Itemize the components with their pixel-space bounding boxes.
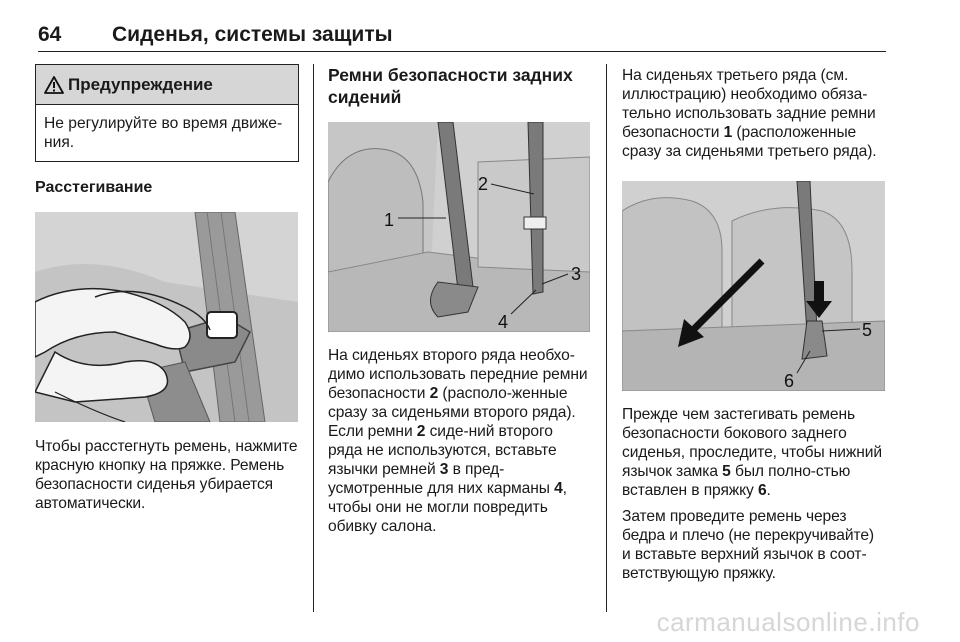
column-2 xyxy=(328,64,590,536)
figure-second-row-belts xyxy=(328,122,590,332)
ref-1: 1 xyxy=(723,124,733,141)
ref-3: 3 xyxy=(439,461,449,478)
column-divider xyxy=(606,64,607,612)
warning-box xyxy=(35,64,299,162)
ref-5: 5 xyxy=(722,463,731,480)
watermark: carmanualsonline.info xyxy=(656,607,920,637)
ref-2: 2 xyxy=(416,423,426,440)
callout-2: 2 xyxy=(478,174,489,194)
figure-third-row-belt xyxy=(622,181,885,391)
ref-4: 4 xyxy=(554,480,563,497)
warning-triangle-icon xyxy=(44,76,64,94)
ref-2: 2 xyxy=(429,385,439,402)
warning-title: Предупреждение xyxy=(68,74,213,94)
callout-5: 5 xyxy=(862,320,873,340)
column-3 xyxy=(622,64,886,583)
paragraph-unfastening: Чтобы расстегнуть ремень, нажмите красную кнопку на пряжке. Ремень безопасности сиденья убирается автоматически. xyxy=(35,438,298,512)
section-heading-rear-belts: Ремни безопасности задних сидений xyxy=(328,65,573,107)
section-heading-unfastening: Расстегивание xyxy=(35,179,153,196)
paragraph-second-row: На сиденьях второго ряда необхо-димо использовать передние ремни безопасности 2 (располо-женные сразу за сиденьями второго ряда). Если ремни 2 сиде-ний второго ряда не используются, вставьте язычки ремней 3 в пред-усмотренные для них карманы 4, чтобы они не могли повредить обивку салона. xyxy=(328,347,588,535)
ref-6: 6 xyxy=(757,482,767,499)
column-1 xyxy=(35,64,299,513)
warning-header xyxy=(36,65,298,105)
figure-buckle-release xyxy=(35,212,298,422)
column-divider xyxy=(313,64,314,612)
paragraph-routing: Затем проведите ремень через бедра и плечо (не перекручивайте) и вставьте верхний язычок в соот-ветствующую пряжку. xyxy=(622,508,874,582)
page-header xyxy=(38,22,886,52)
callout-1: 1 xyxy=(383,210,394,230)
callout-4: 4 xyxy=(498,312,509,332)
page-title: Сиденья, системы защиты xyxy=(112,23,393,46)
warning-text: Не регулируйте во время движе-ния. xyxy=(44,115,283,151)
callout-6: 6 xyxy=(784,371,795,391)
paragraph-buckle-check: Прежде чем застегивать ремень безопасности бокового заднего сиденья, проследите, чтобы нижний язычок замка 5 был полно-стью вставлен в пряжку 6. xyxy=(622,406,882,499)
paragraph-third-row: На сиденьях третьего ряда (см. иллюстрацию) необходимо обяза-тельно использовать задние ремни безопасности 1 (расположенные сразу за сиденьями третьего ряда). xyxy=(622,67,877,160)
page-number: 64 xyxy=(38,23,62,46)
callout-3: 3 xyxy=(571,264,582,284)
